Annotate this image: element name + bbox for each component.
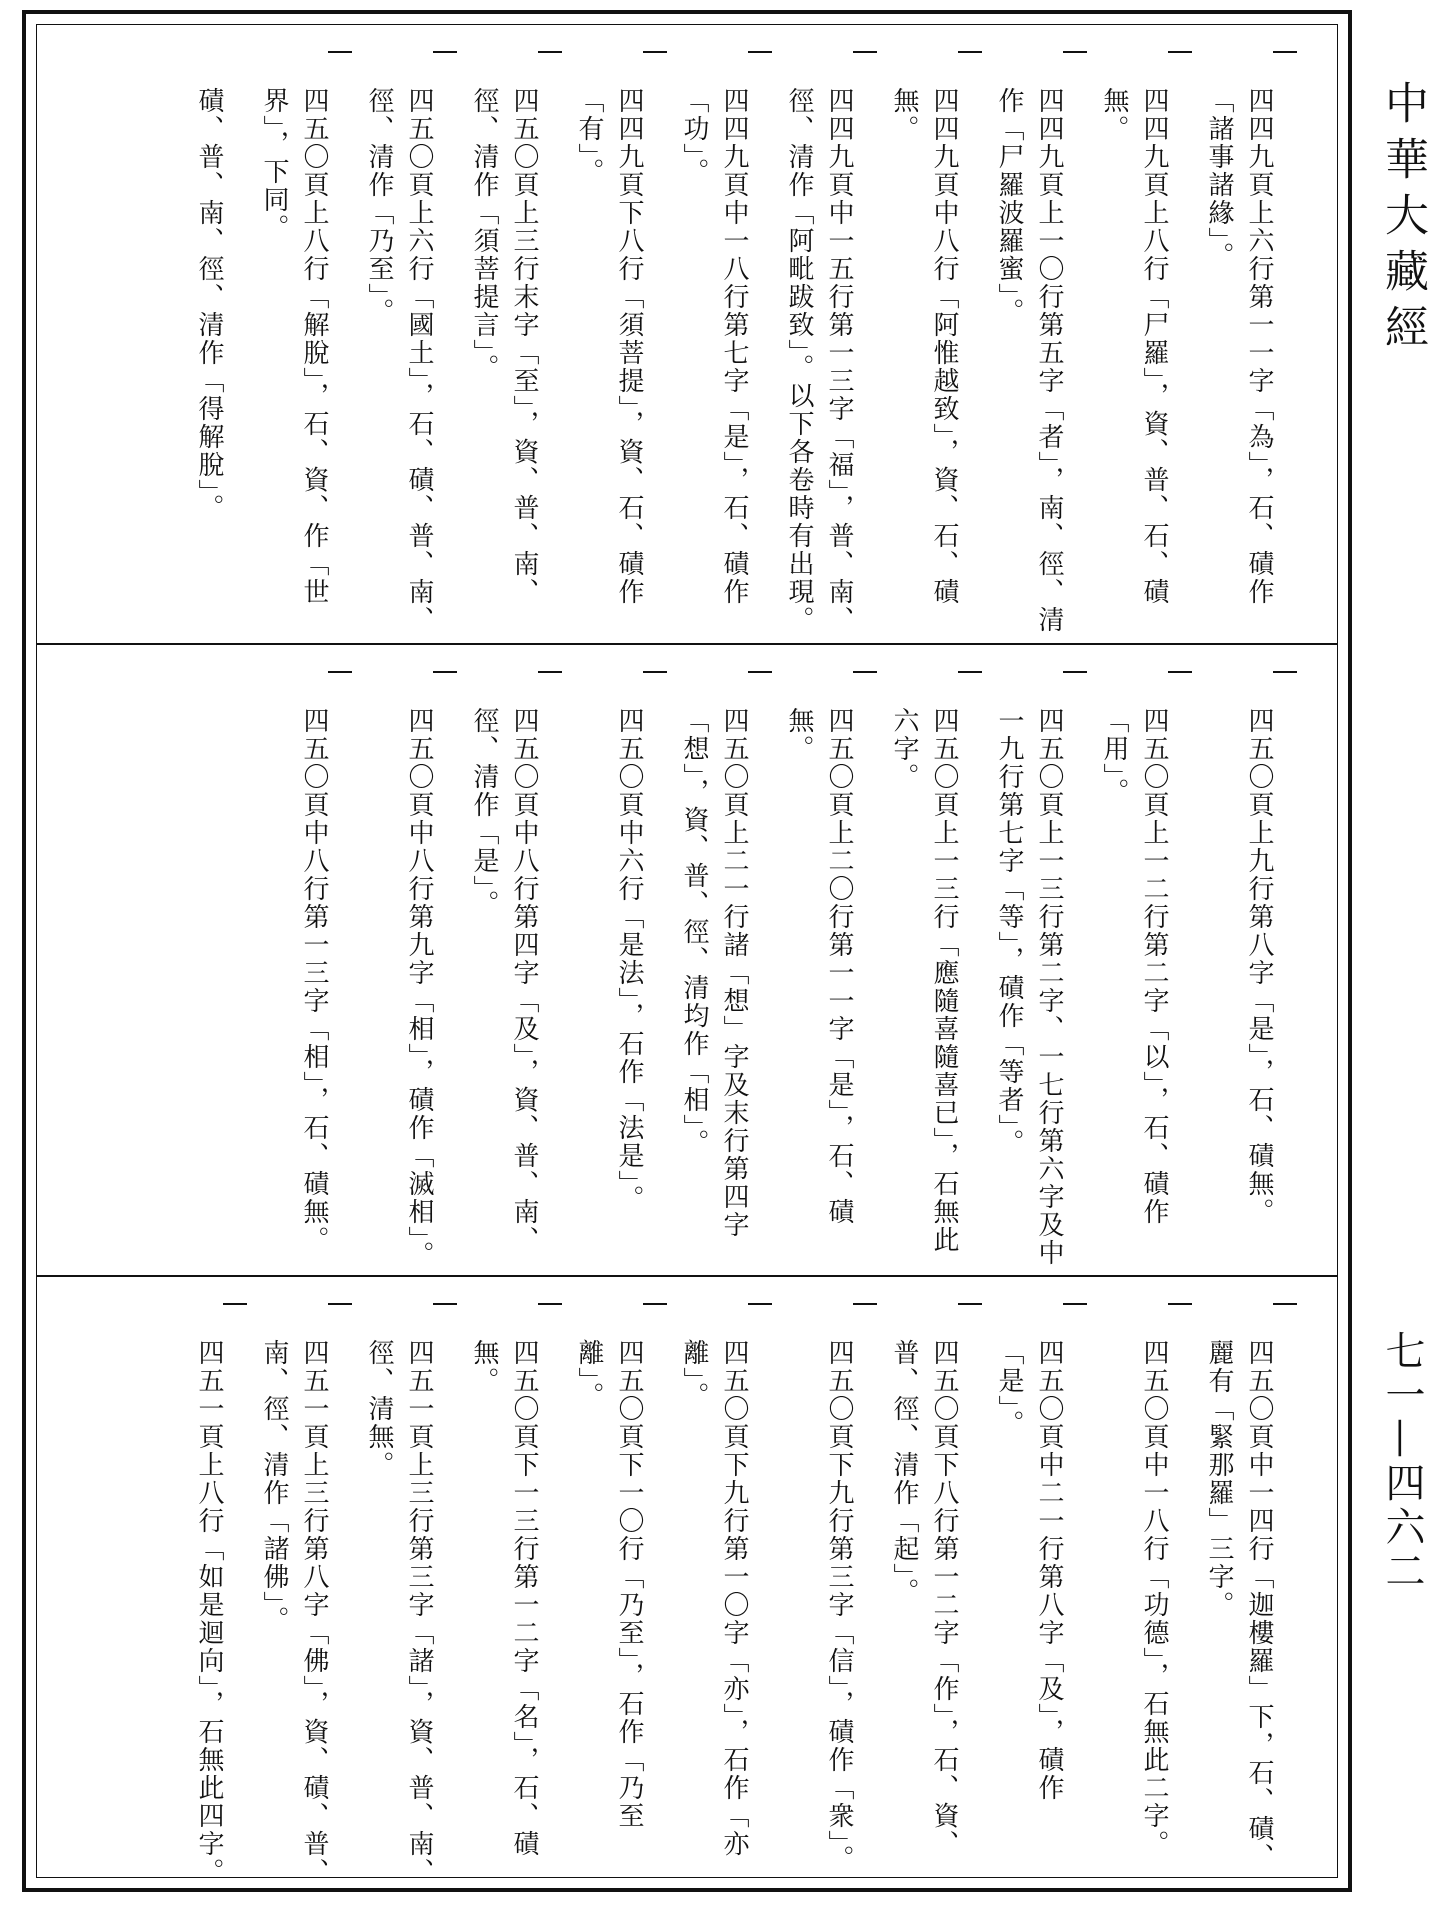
entry-bullet-dash — [223, 1303, 247, 1305]
entry-bullet-dash — [1168, 51, 1192, 53]
entry-bullet-dash — [433, 1303, 457, 1305]
collation-entry — [392, 645, 497, 1275]
entry-text: 四五〇頁中二一行第八字「及」，磧作「是」。 — [994, 1339, 1064, 1802]
collation-entry — [259, 1277, 392, 1887]
register-middle — [37, 645, 1337, 1275]
entry-bullet-dash — [538, 51, 562, 53]
entry-bullet-dash — [853, 1303, 877, 1305]
collation-entry — [1232, 645, 1337, 1275]
entry-text: 四四九頁中一五行第一三字「福」，普、南、徑、清作「阿毗跋致」。以下各卷時有出現。 — [784, 87, 854, 634]
entry-text: 四五一頁上八行「如是迴向」，石無此四字。 — [194, 1339, 224, 1886]
entry-bullet-dash — [958, 1303, 982, 1305]
entry-text: 四五〇頁上三行末字「至」，資、普、南、徑、清作「須菩提言」。 — [469, 87, 539, 606]
entry-bullet-dash — [1273, 1303, 1297, 1305]
entry-bullet-dash — [1168, 671, 1192, 673]
collation-entry — [994, 25, 1127, 643]
entry-text: 四四九頁上六行第一一字「為」，石、磧作「諸事諸緣」。 — [1204, 87, 1274, 606]
collation-entry — [287, 645, 392, 1275]
collation-entry — [889, 645, 1022, 1275]
columns-top — [37, 25, 1337, 643]
entry-text: 四五〇頁上八行「解脫」，石、資、作「世界」，下同。 — [259, 87, 329, 606]
collation-entry — [1099, 645, 1232, 1275]
entry-bullet-dash — [538, 1303, 562, 1305]
entry-bullet-dash — [538, 671, 562, 673]
entry-text: 磧、普、南、徑、清作「得解脫」。 — [194, 87, 224, 522]
entry-text: 四四九頁中一八行第七字「是」，石、磧作「功」。 — [679, 87, 749, 606]
page-title: 中華大藏經 — [1377, 80, 1428, 360]
entry-text: 四五一頁上三行第八字「佛」，資、磧、普、南、徑、清作「諸佛」。 — [259, 1339, 329, 1886]
collation-entry — [1204, 1277, 1337, 1887]
columns-bottom — [37, 1277, 1337, 1887]
entry-text: 四五〇頁上一二行第二字「以」，石、磧作「用」。 — [1099, 707, 1169, 1226]
entry-bullet-dash — [1168, 1303, 1192, 1305]
entry-bullet-dash — [328, 671, 352, 673]
entry-bullet-dash — [1063, 671, 1087, 673]
entry-bullet-dash — [958, 51, 982, 53]
collation-entry — [364, 25, 497, 643]
entry-bullet-dash — [433, 671, 457, 673]
entry-text: 四四九頁下八行「須菩提」，資、石、磧作「有」。 — [574, 87, 644, 606]
collation-entry — [1204, 25, 1337, 643]
entry-text: 四五〇頁中一八行「功德」，石無此二字。 — [1139, 1339, 1169, 1858]
collation-entry-continuation — [182, 25, 287, 643]
columns-middle — [37, 645, 1337, 1275]
entry-bullet-dash — [1063, 51, 1087, 53]
collation-entry — [784, 645, 917, 1275]
entry-bullet-dash — [328, 1303, 352, 1305]
entry-text: 四五〇頁中一四行「迦樓羅」下，石、磧、麗有「緊那羅」三字。 — [1204, 1339, 1274, 1871]
entry-text: 四五〇頁上二〇行第一一字「是」，石、磧無。 — [784, 707, 854, 1226]
entry-text: 四五一頁上三行第三字「諸」，資、普、南、徑、清無。 — [364, 1339, 434, 1886]
entry-bullet-dash — [433, 51, 457, 53]
collation-entry — [889, 1277, 1022, 1887]
collation-entry — [1127, 1277, 1232, 1887]
collation-entry — [259, 25, 392, 643]
entry-bullet-dash — [748, 51, 772, 53]
collation-entry — [182, 1277, 287, 1887]
entry-bullet-dash — [853, 671, 877, 673]
entry-bullet-dash — [748, 671, 772, 673]
collation-entry — [889, 25, 1022, 643]
entry-text: 四五〇頁下一〇行「乃至」，石作「乃至離」。 — [574, 1339, 644, 1830]
entry-bullet-dash — [1063, 1303, 1087, 1305]
collation-entry — [469, 1277, 602, 1887]
entry-text: 四五〇頁中八行第一三字「相」，石、磧無。 — [299, 707, 329, 1254]
entry-text: 四五〇頁上二一行諸「想」字及末行第四字「想」，資、普、徑、清均作「相」。 — [679, 707, 749, 1239]
page-frame — [22, 10, 1352, 1892]
entry-text: 四五〇頁上一三行第二字、一七行第六字及中一九行第七字「等」，磧作「等者」。 — [994, 707, 1064, 1267]
page-number: 七一—四六二 — [1379, 1330, 1425, 1594]
register-top — [37, 25, 1337, 643]
entry-bullet-dash — [643, 51, 667, 53]
entry-text: 四四九頁中八行「阿惟越致」，資、石、磧無。 — [889, 87, 959, 606]
entry-text: 四五〇頁下九行第三字「信」，磧作「衆」。 — [824, 1339, 854, 1873]
entry-text: 四五〇頁中八行第九字「相」，磧作「滅相」。 — [404, 707, 434, 1269]
collation-entry — [469, 25, 602, 643]
entry-bullet-dash — [958, 671, 982, 673]
register-bottom — [37, 1277, 1337, 1887]
collation-entry — [994, 1277, 1127, 1887]
entry-text: 四四九頁上八行「尸羅」，資、普、石、磧無。 — [1099, 87, 1169, 606]
entry-bullet-dash — [643, 1303, 667, 1305]
entry-bullet-dash — [853, 51, 877, 53]
entry-text: 四五〇頁中六行「是法」，石作「法是」。 — [614, 707, 644, 1213]
collation-entry — [679, 25, 812, 643]
entry-bullet-dash — [1273, 671, 1297, 673]
collation-entry — [469, 645, 602, 1275]
entry-text: 四五〇頁中八行第四字「及」，資、普、南、徑、清作「是」。 — [469, 707, 539, 1254]
entry-bullet-dash — [643, 671, 667, 673]
entry-text: 四五〇頁上六行「國土」，石、磧、普、南、徑、清作「乃至」。 — [364, 87, 434, 634]
entry-text: 四五〇頁下一三行第一二字「名」，石、磧無。 — [469, 1339, 539, 1858]
collation-entry — [679, 645, 812, 1275]
entry-text: 四五〇頁上九行第八字「是」，石、磧無。 — [1244, 707, 1274, 1226]
collation-entry — [574, 1277, 707, 1887]
collation-entry — [784, 25, 917, 643]
collation-entry — [364, 1277, 497, 1887]
collation-entry — [574, 25, 707, 643]
entry-bullet-dash — [328, 51, 352, 53]
entry-text: 四五〇頁上一三行「應隨喜隨喜已」，石無此六字。 — [889, 707, 959, 1254]
collation-entry — [812, 1277, 917, 1887]
page-frame-inner — [36, 24, 1338, 1886]
entry-text: 四五〇頁下九行第一〇字「亦」，石作「亦離」。 — [679, 1339, 749, 1858]
entry-bullet-dash — [1273, 51, 1297, 53]
collation-entry — [602, 645, 707, 1275]
entry-text: 四四九頁上一〇行第五字「者」，南、徑、清作「尸羅波羅蜜」。 — [994, 87, 1064, 634]
collation-entry — [679, 1277, 812, 1887]
entry-bullet-dash — [748, 1303, 772, 1305]
collation-entry — [1099, 25, 1232, 643]
entry-text: 四五〇頁下八行第一二字「作」，石、資、普、徑、清作「起」。 — [889, 1339, 959, 1858]
collation-entry — [994, 645, 1127, 1275]
